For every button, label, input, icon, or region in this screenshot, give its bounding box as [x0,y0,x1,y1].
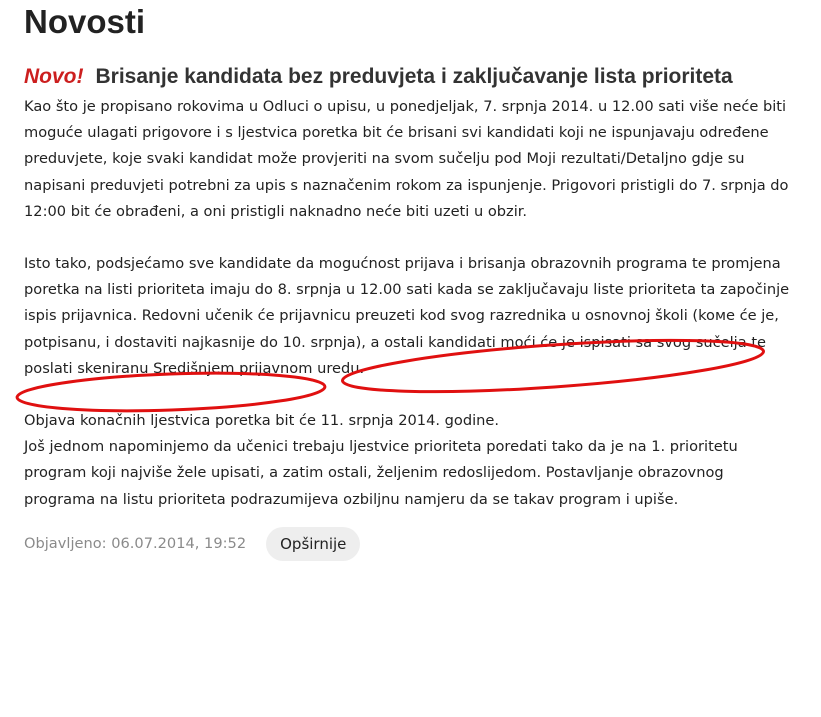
article-paragraph: Kao što je propisano rokovima u Odluci o upisu, u ponedjeljak, 7. srpnja 2014. u 12.00 sati više neće biti moguće ulagati prigovore i s ljestvica poretka bit će brisani svi kandidati koji ne ispunjavaju određene preduvjete, koje svaki kandidat može provjeriti na svom sučelju pod Moji rezultati/Detaljno gdje su napisani preduvjeti potrebni za upis s naznačenim rokom za ispunjenje. Prigovori pristigli do 7. srpnja do 12:00 bit će obrađeni, a oni pristigli naknadno neće biti uzeti u obzir. [24,98,789,220]
article-footer [24,527,794,561]
read-more-button[interactable]: Opširnije [266,527,360,561]
news-page [24,0,794,561]
article-body [24,94,794,513]
news-title[interactable] [24,66,794,88]
page-title: Novosti [24,3,146,40]
new-badge: Novo! [24,65,84,88]
article-paragraph: Još jednom napominjemo da učenici trebaju ljestvice prioriteta poredati tako da je na 1. prioritetu program koji najviše žele upisati, a zatim ostali, željenim redoslijedom. Postavljanje obrazovnog programa na listu prioriteta podrazumijeva ozbiljnu namjeru da se takav program i upiše. [24,438,738,508]
news-title-text[interactable]: Brisanje kandidata bez preduvjeta i zaključavanje lista prioriteta [95,65,733,88]
article-paragraph: Isto tako, podsjećamo sve kandidate da mogućnost prijava i brisanja obrazovnih programa te promjena poretka na listi prioriteta imaju do 8. srpnja u 12.00 sati kada se zaključavaju liste prioriteta ta započinje ispis prijavnica. Redovni učenik će prijavnicu preuzeti kod svog razrednika u osnovnoj školi (koме će je, potpisanu, i dostaviti najkasnije do 10. srpnja), a ostali kandidati moći će je ispisati sa svog sučelja te poslati skeniranu Središnjem prijavnom uredu. [24,255,790,377]
news-article [24,66,794,561]
published-date: Objavljeno: 06.07.2014, 19:52 [24,535,247,553]
article-paragraph: Objava konačnih ljestvica poretka bit će 11. srpnja 2014. godine. [24,412,500,430]
